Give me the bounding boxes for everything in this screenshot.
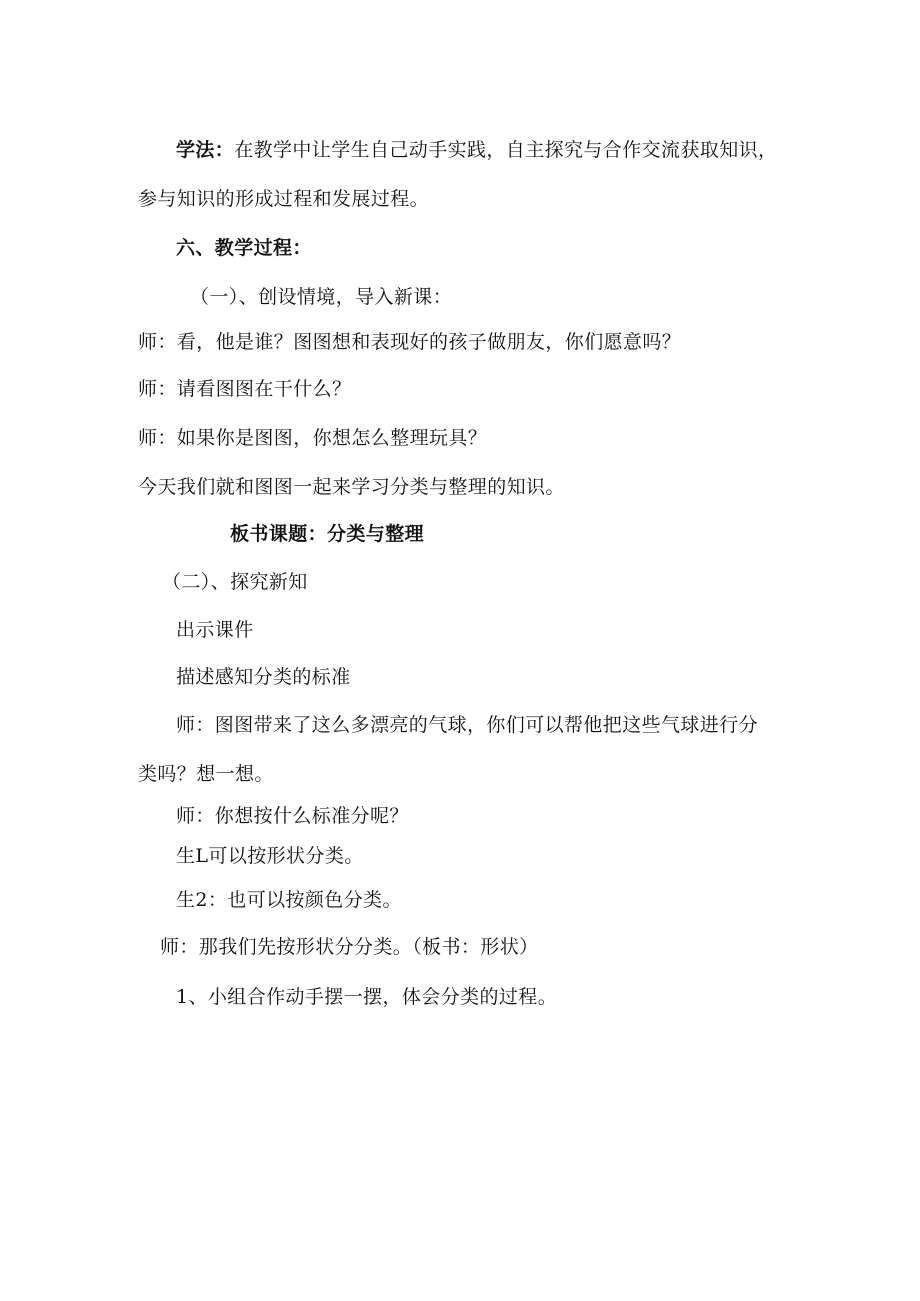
subsection-two-heading: （二）、探究新知 xyxy=(162,571,308,593)
dialogue-line-2: 师：请看图图在干什么？ xyxy=(138,378,352,400)
intro-today-line: 今天我们就和图图一起来学习分类与整理的知识。 xyxy=(138,476,565,498)
teacher-balloons-line-2: 类吗？想一想。 xyxy=(138,763,274,785)
board-title: 板书课题：分类与整理 xyxy=(230,523,425,545)
xuefa-text-1: 在教学中让学生自己动手实践，自主探究与合作交流获取知识， xyxy=(234,139,778,161)
teacher-balloons-line-1: 师：图图带来了这么多漂亮的气球，你们可以帮他把这些气球进行分 xyxy=(176,714,759,736)
xuefa-paragraph-line-2: 参与知识的形成过程和发展过程。 xyxy=(138,188,430,210)
step-1-line: 1、小组合作动手摆一摆，体会分类的过程。 xyxy=(176,986,558,1008)
student-1-line: 生L可以按形状分类。 xyxy=(176,845,364,867)
describe-standard-line: 描述感知分类的标准 xyxy=(176,666,351,688)
xuefa-paragraph-line-1 xyxy=(176,138,777,162)
teacher-shape-first-line: 师：那我们先按形状分分类。（板书：形状） xyxy=(160,936,539,958)
teacher-ask-standard-line: 师：你想按什么标准分呢？ xyxy=(176,805,409,827)
student-2-line: 生2：也可以按颜色分类。 xyxy=(176,889,402,911)
dialogue-line-3: 师：如果你是图图，你想怎么整理玩具？ xyxy=(138,427,488,449)
show-courseware-line: 出示课件 xyxy=(176,619,254,641)
subsection-one-heading: （一）、创设情境，导入新课： xyxy=(190,286,453,308)
section-six-heading: 六、教学过程： xyxy=(176,237,312,259)
xuefa-label: 学法： xyxy=(176,139,235,161)
dialogue-line-1: 师：看，他是谁？图图想和表现好的孩子做朋友，你们愿意吗？ xyxy=(138,331,682,353)
